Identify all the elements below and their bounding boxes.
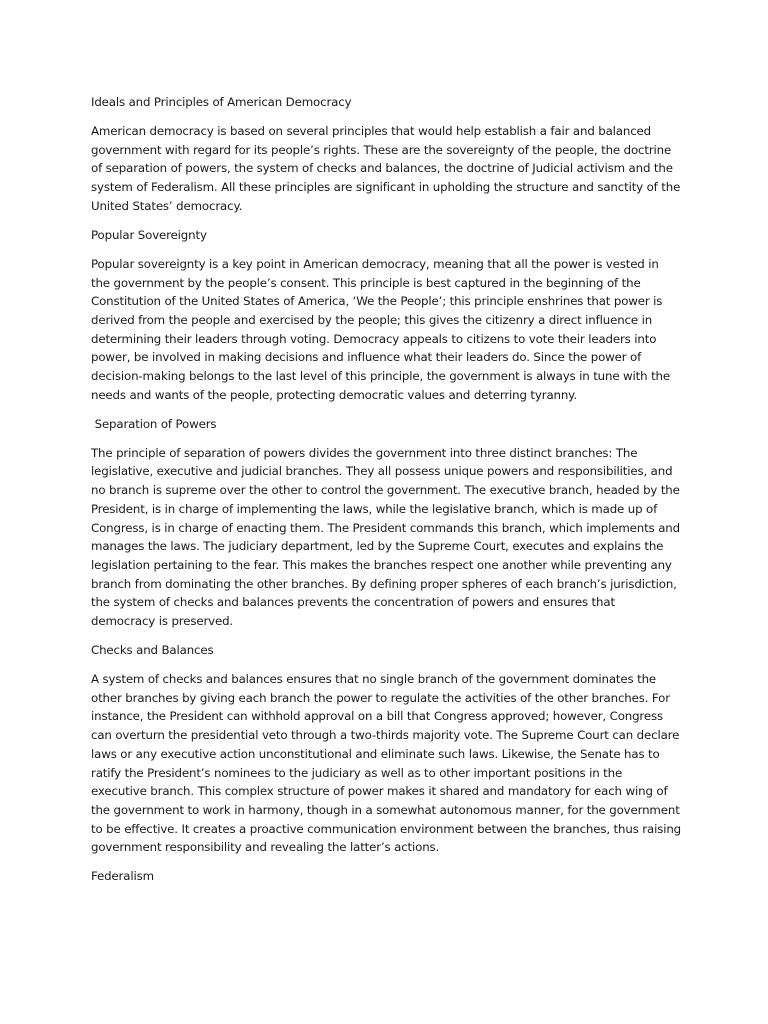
section-heading-checks-and-balances: Checks and Balances bbox=[91, 643, 214, 658]
section-heading-popular-sovereignty: Popular Sovereignty bbox=[91, 227, 207, 242]
section-body-popular-sovereignty: Popular sovereignty is a key point in American democracy, meaning that all the power is vested in the government by the people’s consent. This principle is best captured in the beginning of the Constitution of the United States of America, ‘We the People’; this principle enshrines that power is derived from the people and exercised by the people; this gives the citizenry a direct influence in determining their leaders through voting. Democracy appeals to citizens to vote their leaders into power, be involved in making decisions and influence what their leaders do. Since the power of decision-making belongs to the last level of this principle, the government is always in tune with the needs and wants of the people, protecting democratic values and deterring tyranny. bbox=[91, 256, 670, 402]
intro-paragraph: American democracy is based on several principles that would help establish a fair and balanced government with regard for its people’s rights. These are the sovereignty of the people, the doctrine of separation of powers, the system of checks and balances, the doctrine of Judicial activism and the system of Federalism. All these principles are significant in upholding the structure and sanctity of the United States’ democracy. bbox=[91, 124, 681, 213]
section-body-separation-of-powers: The principle of separation of powers divides the government into three distinct branches: The legislative, executive and judicial branches. They all possess unique powers and responsibilities, and no branch is supreme over the other to control the government. The executive branch, headed by the President, is in charge of implementing the laws, while the legislative branch, which is made up of Congress, is in charge of enacting them. The President commands this branch, which implements and manages the laws. The judiciary department, led by the Supreme Court, executes and explains the legislation pertaining to the fear. This makes the branches respect one another while preventing any branch from dominating the other branches. By defining proper spheres of each branch’s jurisdiction, the system of checks and balances prevents the concentration of powers and ensures that democracy is preserved. bbox=[91, 445, 680, 629]
document-title: Ideals and Principles of American Democracy bbox=[91, 95, 352, 109]
section-body-checks-and-balances: A system of checks and balances ensures that no single branch of the government dominates the other branches by giving each branch the power to regulate the activities of the other branches. For instance, the President can withhold approval on a bill that Congress approved; however, Congress can overturn the presidential veto through a two-thirds majority vote. The Supreme Court can declare laws or any executive action unconstitutional and eliminate such laws. Likewise, the Senate has to ratify the President’s nominees to the judiciary as well as to other important positions in the executive branch. This complex structure of power makes it shared and mandatory for each wing of the government to work in harmony, though in a somewhat autonomous manner, for the government to be effective. It creates a proactive communication environment between the branches, thus raising government responsibility and revealing the latter’s actions. bbox=[91, 672, 681, 855]
section-heading-federalism: Federalism bbox=[91, 869, 154, 884]
section-heading-separation-of-powers: Separation of Powers bbox=[91, 416, 217, 431]
document-content bbox=[91, 93, 681, 896]
